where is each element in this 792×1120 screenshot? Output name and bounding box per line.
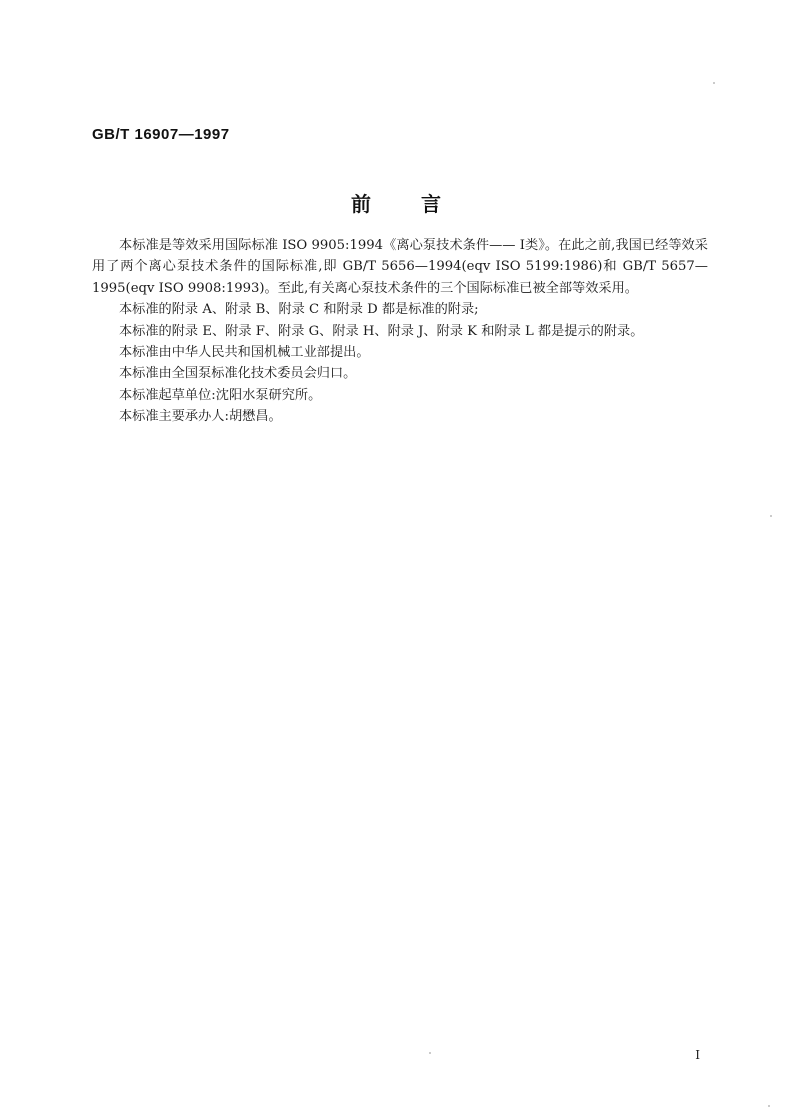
paragraph-proposer: 本标准由中华人民共和国机械工业部提出。 xyxy=(119,345,370,361)
paragraph-normative-annexes: 本标准的附录 A、附录 B、附录 C 和附录 D 都是标准的附录; xyxy=(119,302,479,318)
standard-number: GB/T 16907—1997 xyxy=(92,126,230,143)
paragraph-drafter: 本标准主要承办人:胡懋昌。 xyxy=(119,409,282,425)
paragraph-administrator: 本标准由全国泵标准化技术委员会归口。 xyxy=(119,366,357,382)
scan-speck xyxy=(770,515,772,517)
page-title: 前言 xyxy=(351,192,491,216)
scan-speck xyxy=(713,82,715,84)
paragraph-adoption: 本标准是等效采用国际标准 ISO 9905:1994《离心泵技术条件—— Ⅰ类》。在此之前,我国已经等效采用了两个离心泵技术条件的国际标准,即 GB/T 5656—1994(eqv ISO 5199:1986)和 GB/T 5657—1995(eqv ISO 9908:1993)。至此,有关离心泵技术条件的三个国际标准已被全部等效采用。 xyxy=(92,238,708,296)
paragraph-drafting-unit: 本标准起草单位:沈阳水泵研究所。 xyxy=(119,387,322,403)
page-number: I xyxy=(695,1048,700,1062)
foreword-body xyxy=(92,235,708,428)
scan-speck xyxy=(768,1105,770,1107)
scan-speck xyxy=(429,1052,431,1054)
paragraph-informative-annexes: 本标准的附录 E、附录 F、附录 G、附录 H、附录 J、附录 K 和附录 L 都是提示的附录。 xyxy=(119,323,644,339)
